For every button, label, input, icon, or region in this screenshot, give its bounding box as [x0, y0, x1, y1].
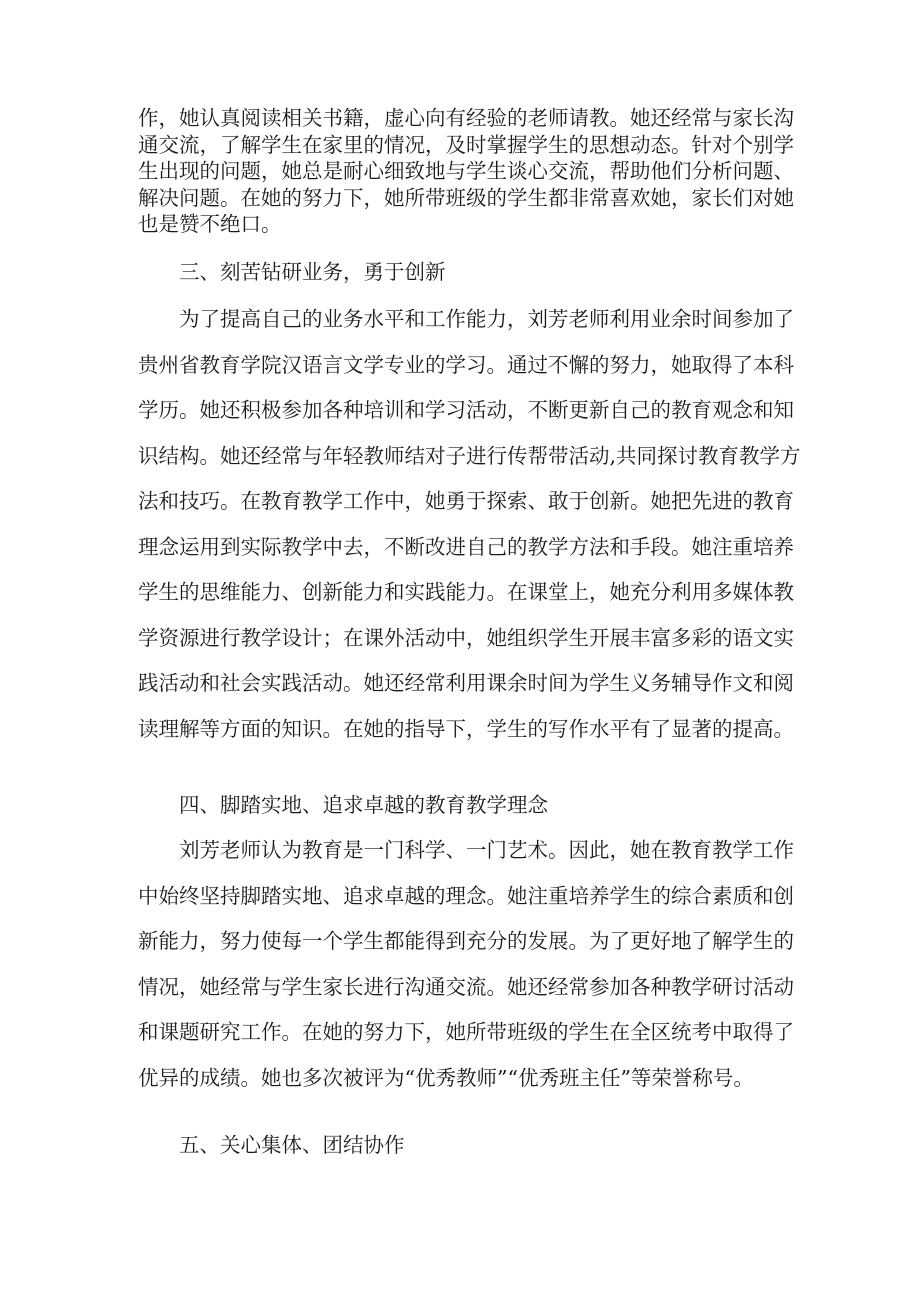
section-heading-4: 四、脚踏实地、追求卓越的教育教学理念	[179, 793, 548, 817]
text-line: 刘芳老师认为教育是一门科学、一门艺术。因此，她在教育教学工作	[179, 838, 794, 862]
text-line: 读理解等方面的知识。在她的指导下，学生的写作水平有了显著的提高。	[138, 716, 794, 741]
text-line: 识结构。她还经常与年轻教师结对子进行传帮带活动,共同探讨教育教学方	[138, 443, 801, 468]
text-line: 理念运用到实际教学中去，不断改进自己的教学方法和手段。她注重培养	[138, 534, 794, 559]
text-line: 解决问题。在她的努力下，她所带班级的学生都非常喜欢她，家长们对她	[138, 185, 794, 210]
text-line: 中始终坚持脚踏实地、追求卓越的理念。她注重培养学生的综合素质和创	[138, 883, 794, 908]
intro-paragraph	[138, 105, 794, 238]
text-line: 也是赞不绝口。	[138, 212, 282, 236]
text-line: 新能力，努力使每一个学生都能得到充分的发展。为了更好地了解学生的	[138, 929, 794, 953]
text-line: 生出现的问题，她总是耐心细致地与学生谈心交流，帮助他们分析问题、	[138, 159, 794, 183]
text-line: 优异的成绩。她也多次被评为“优秀教师”“优秀班主任”等荣誉称号。	[138, 1065, 754, 1090]
text-line: 和课题研究工作。在她的努力下，她所带班级的学生在全区统考中取得了	[138, 1020, 794, 1044]
section-heading-5: 五、关心集体、团结协作	[179, 1133, 405, 1157]
section-3-paragraph	[138, 297, 801, 752]
text-line: 为了提高自己的业务水平和工作能力，刘芳老师利用业余时间参加了	[179, 307, 794, 331]
section-4-paragraph	[138, 828, 794, 1101]
text-line: 学历。她还积极参加各种培训和学习活动，不断更新自己的教育观念和知	[138, 398, 794, 422]
text-line: 通交流，了解学生在家里的情况，及时掌握学生的思想动态。针对个别学	[138, 132, 794, 157]
text-line: 学资源进行教学设计；在课外活动中，她组织学生开展丰富多彩的语文实	[138, 625, 794, 650]
text-line: 践活动和社会实践活动。她还经常利用课余时间为学生义务辅导作文和阅	[138, 671, 794, 695]
text-line: 贵州省教育学院汉语言文学专业的学习。通过不懈的努力，她取得了本科	[138, 352, 794, 377]
section-heading-3: 三、刻苦钻研业务，勇于创新	[179, 260, 446, 284]
text-line: 情况，她经常与学生家长进行沟通交流。她还经常参加各种教学研讨活动	[138, 974, 794, 999]
text-line: 作，她认真阅读相关书籍，虚心向有经验的老师请教。她还经常与家长沟	[138, 106, 794, 130]
text-line: 法和技巧。在教育教学工作中，她勇于探索、敢于创新。她把先进的教育	[138, 489, 794, 513]
text-line: 学生的思维能力、创新能力和实践能力。在课堂上，她充分利用多媒体教	[138, 580, 794, 604]
